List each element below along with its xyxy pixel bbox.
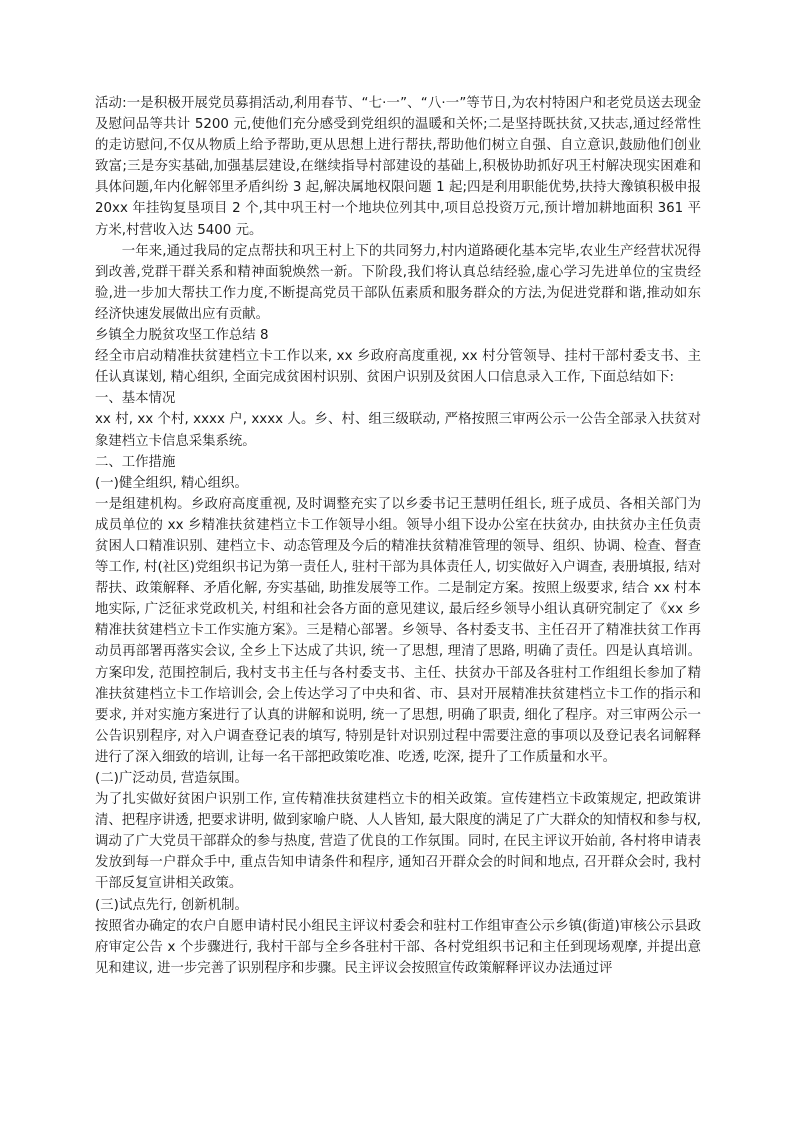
paragraph: 一年来,通过我局的定点帮扶和巩王村上下的共同努力,村内道路硬化基本完毕,农业生产经营状况得到改善,党群干群关系和精神面貌焕然一新。下阶段,我们将认真总结经验,虚心学习先进单位的宝贵经验,进一步加大帮扶工作力度,不断提高党员干部队伍素质和服务群众的方法,为促进党群和谐,推动如东经济快速发展做出应有贡献。 <box>95 243 701 322</box>
subheading: (三)试点先行, 创新机制。 <box>95 897 248 913</box>
subheading: (一)健全组织, 精心组织。 <box>95 475 248 491</box>
subheading: (二)广泛动员, 营造氛围。 <box>95 771 248 786</box>
paragraph: 经全市启动精准扶贫建档立卡工作以来, xx 乡政府高度重视, xx 村分管领导、挂村干部村委支书、主任认真谋划, 精心组织, 全面完成贫困村识别、贫困户识别及贫困人口信息录入工作, 下面总结如下: <box>95 349 701 386</box>
document-page <box>95 93 701 979</box>
section-title: 乡镇全力脱贫攻坚工作总结 8 <box>95 328 269 344</box>
paragraph: 为了扎实做好贫困户识别工作, 宣传精准扶贫建档立卡的相关政策。宣传建档立卡政策规定, 把政策讲清、把程序讲透, 把要求讲明, 做到家喻户晓、人人皆知, 最大限度的满足了广大群众的知情权和参与权, 调动了广大党员干部群众的参与热度, 营造了优良的工作氛围。同时, 在民主评议开始前, 各村将申请表发放到每一户群众手中, 重点告知申请条件和程序, 通知召开群众会的时间和地点, 召开群众会时, 我村干部反复宣讲相关政策。 <box>95 792 701 892</box>
paragraph: 一是组建机构。乡政府高度重视, 及时调整充实了以乡委书记王慧明任组长, 班子成员、各相关部门为成员单位的 xx 乡精准扶贫建档立卡工作领导小组。领导小组下设办公室在扶贫办, 由扶贫办主任负责贫困人口精准识别、建档立卡、动态管理及今后的精准扶贫精准管理的领导、组织、协调、检查、督查等工作, 村(社区)党组织书记为第一责任人, 驻村干部为具体责任人, 切实做好入户调查, 表册填报, 结对帮扶、政策解释、矛盾化解, 夯实基础, 助推发展等工作。二是制定方案。按照上级要求, 结合 xx 村本地实际, 广泛征求党政机关, 村组和社会各方面的意见建议, 最后经乡领导小组认真研究制定了《xx 乡精准扶贫建档立卡工作实施方案》。三是精心部署。乡领导、各村委支书、主任召开了精准扶贫工作再动员再部署再落实会议, 全乡上下达成了共识, 统一了思想, 理清了思路, 明确了责任。四是认真培训。方案印发, 范围控制后, 我村支书主任与各村委支书、主任、扶贫办干部及各驻村工作组组长参加了精准扶贫建档立卡工作培训会, 会上传达学习了中央和省、市、县对开展精准扶贫建档立卡工作的指示和要求, 并对实施方案进行了认真的讲解和说明, 统一了思想, 明确了职责, 细化了程序。对三审两公示一公告识别程序, 对入户调查登记表的填写, 特别是针对识别过程中需要注意的事项以及登记表名词解释进行了深入细致的培训, 让每一名干部把政策吃准、吃透, 吃深, 提升了工作质量和水平。 <box>95 496 701 765</box>
heading: 二、工作措施 <box>95 454 176 470</box>
paragraph: 按照省办确定的农户自愿申请村民小组民主评议村委会和驻村工作组审查公示乡镇(街道)审核公示县政府审定公告 x 个步骤进行, 我村干部与全乡各驻村干部、各村党组织书记和主任到现场观摩, 并提出意见和建议, 进一步完善了识别程序和步骤。民主评议会按照宣传政策解释评议办法通过评 <box>95 918 701 976</box>
heading: 一、基本情况 <box>95 391 176 407</box>
paragraph: 活动:一是积极开展党员募捐活动,利用春节、“七·一”、“八·一”等节日,为农村特困户和老党员送去现金及慰问品等共计 5200 元,使他们充分感受到党组织的温暖和关怀;二是坚持既扶贫,又扶志,通过经常性的走访慰问,不仅从物质上给予帮助,更从思想上进行帮扶,帮助他们树立自强、自立意识,鼓励他们创业致富;三是夯实基础,加强基层建设,在继续指导村部建设的基础上,积极协助抓好巩王村解决现实困难和具体问题,年内化解邻里矛盾纠纷 3 起,解决属地权限问题 1 起;四是利用职能优势,扶持大豫镇积极申报 20xx 年挂钩复垦项目 2 个,其中巩王村一个地块位列其中,项目总投资万元,预计增加耕地面积 361 平方米,村营收入达 5400 元。 <box>95 96 701 238</box>
paragraph: xx 村, xx 个村, xxxx 户, xxxx 人。乡、村、组三级联动, 严格按照三审两公示一公告全部录入扶贫对象建档立卡信息采集系统。 <box>95 412 701 449</box>
